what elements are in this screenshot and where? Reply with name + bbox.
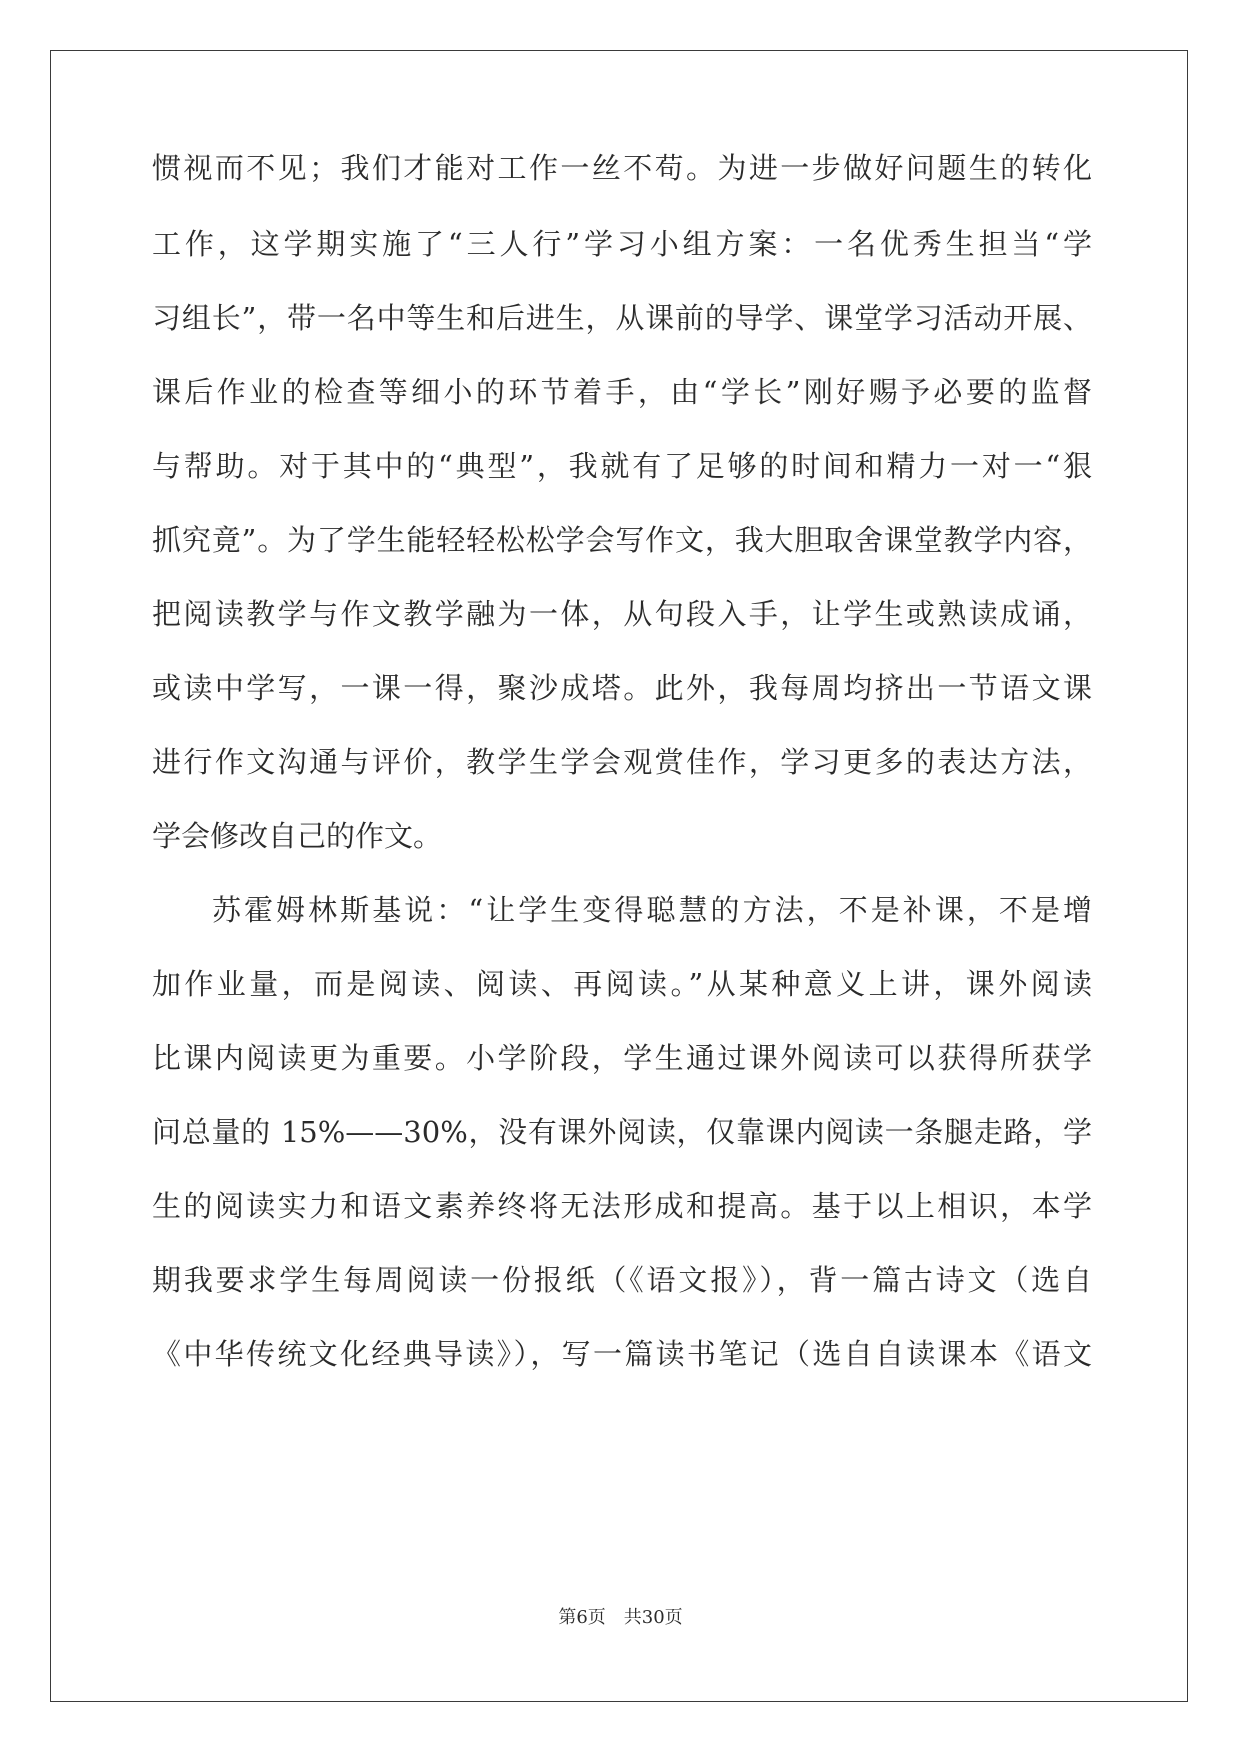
body-text-line: 与帮助。对于其中的“典型”，我就有了足够的时间和精力一对一“狠 bbox=[152, 449, 1092, 483]
current-page-number: 6 bbox=[576, 1607, 588, 1628]
body-text-line: 问总量的 15%——30%，没有课外阅读，仅靠课内阅读一条腿走路，学 bbox=[152, 1115, 1092, 1149]
footer-prefix: 第 bbox=[558, 1607, 577, 1628]
body-text-line: 学会修改自己的作文。 bbox=[152, 819, 443, 853]
body-text-line: 课后作业的检查等细小的环节着手，由“学长”刚好赐予必要的监督 bbox=[152, 375, 1092, 409]
body-text-line: 比课内阅读更为重要。小学阶段，学生通过课外阅读可以获得所获学 bbox=[152, 1041, 1092, 1075]
body-text-line: 把阅读教学与作文教学融为一体，从句段入手，让学生或熟读成诵， bbox=[152, 597, 1092, 631]
body-text-line: 加作业量，而是阅读、阅读、再阅读。”从某种意义上讲，课外阅读 bbox=[152, 967, 1092, 1001]
body-text-line: 习组长”，带一名中等生和后进生，从课前的导学、课堂学习活动开展、 bbox=[152, 301, 1092, 335]
footer-middle: 页 共 bbox=[587, 1607, 642, 1628]
body-text-line: 抓究竟”。为了学生能轻轻松松学会写作文，我大胆取舍课堂教学内容， bbox=[152, 523, 1092, 557]
body-text-line: 工作，这学期实施了“三人行”学习小组方案：一名优秀生担当“学 bbox=[152, 227, 1092, 261]
body-text-line: 生的阅读实力和语文素养终将无法形成和提高。基于以上相识，本学 bbox=[152, 1189, 1092, 1223]
body-text-line: 进行作文沟通与评价，教学生学会观赏佳作，学习更多的表达方法， bbox=[152, 745, 1092, 779]
body-text-line: 《中华传统文化经典导读》），写一篇读书笔记（选自自读课本《语文 bbox=[152, 1337, 1092, 1371]
paragraph-first-line: 苏霍姆林斯基说：“让学生变得聪慧的方法，不是补课，不是增 bbox=[212, 893, 1092, 927]
total-page-number: 30 bbox=[641, 1607, 665, 1628]
body-text-line: 期我要求学生每周阅读一份报纸（《语文报》），背一篇古诗文（选自 bbox=[152, 1263, 1092, 1297]
body-text-line: 惯视而不见；我们才能对工作一丝不苟。为进一步做好问题生的转化 bbox=[152, 151, 1092, 185]
body-text-line: 或读中学写，一课一得，聚沙成塔。此外，我每周均挤出一节语文课 bbox=[152, 671, 1092, 705]
page-footer bbox=[0, 1606, 1241, 1630]
footer-end: 页 bbox=[664, 1607, 683, 1628]
